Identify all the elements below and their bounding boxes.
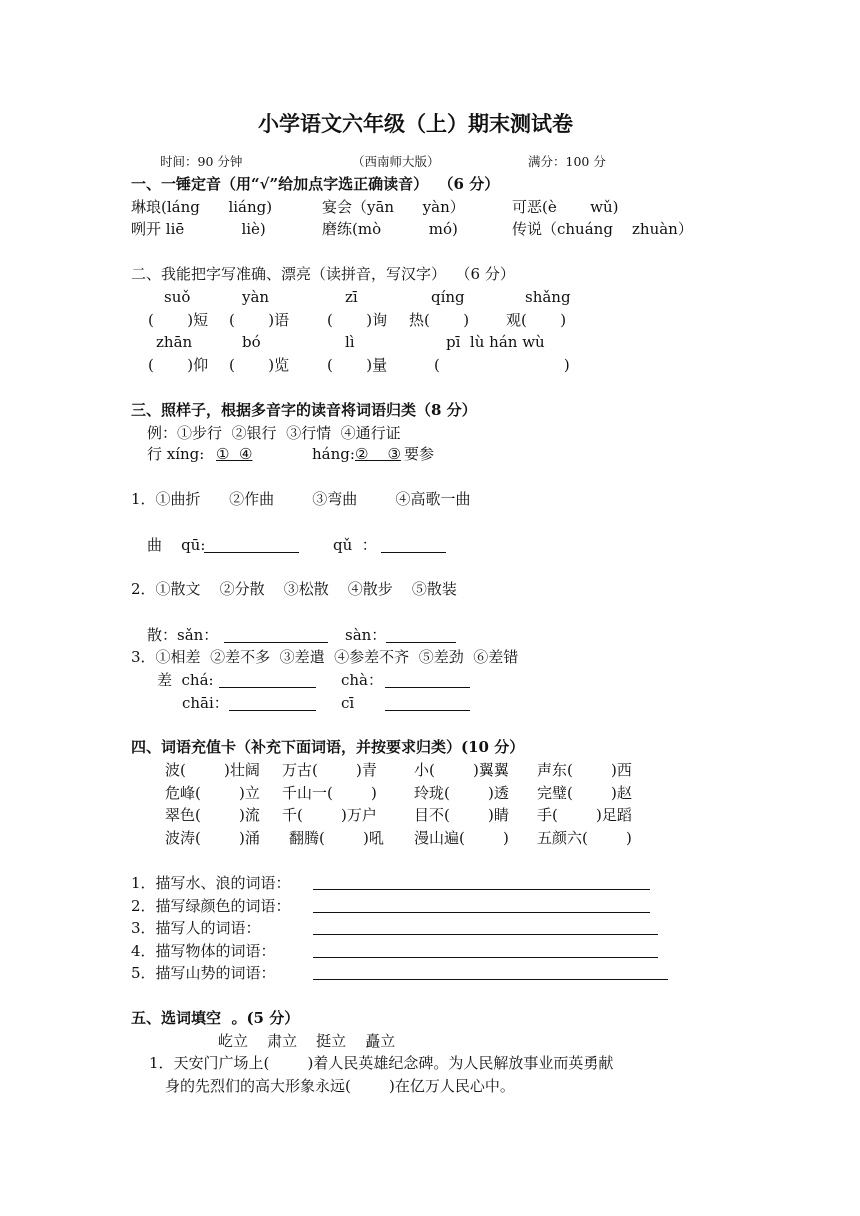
category-label: 2．描写绿颜色的词语： [131, 897, 291, 915]
category-label: 3．描写人的词语： [131, 919, 261, 937]
char-blank: ( )览 [229, 356, 290, 374]
category-label: 4．描写物体的词语： [131, 942, 276, 960]
answer-line[interactable] [313, 889, 650, 890]
q1-words: 1．①曲折 ②作曲 ③弯曲 ④高歌一曲 [131, 490, 471, 508]
answer-line[interactable] [385, 687, 470, 688]
s1-item: 宴会（yān yàn） [322, 198, 465, 216]
char-blank: ( )短 [148, 311, 209, 329]
pinyin: zī [345, 288, 358, 306]
idiom: 危峰( )立 [165, 784, 260, 802]
example-label: háng: [312, 445, 355, 463]
s5-question: 1．天安门广场上( )着人民英雄纪念碑。为人民解放事业而英勇献 [149, 1054, 614, 1072]
idiom: 手( )足蹈 [537, 806, 632, 824]
pinyin: pī lù hán wù [446, 333, 545, 351]
section-1-heading: 一、一锤定音（用“√”给加点字选正确读音） （6 分） [131, 175, 500, 193]
section-3-heading: 三、照样子，根据多音字的读音将词语归类（8 分） [131, 401, 477, 419]
idiom: 千山一( ) [282, 784, 377, 802]
pinyin: lì [345, 333, 355, 351]
exam-edition: （西南师大版） [352, 154, 440, 169]
example-answer: ① ④ [216, 445, 253, 463]
q3-label: chāi： [182, 694, 229, 712]
char-blank: ( )仰 [148, 356, 209, 374]
example-label: 行 xíng: [147, 445, 205, 463]
category-label: 1．描写水、浪的词语： [131, 874, 291, 892]
s1-item: 磨练(mò mó) [322, 220, 458, 238]
answer-line[interactable] [224, 642, 328, 643]
page-title: 小学语文六年级（上）期末测试卷 [258, 111, 573, 136]
answer-line[interactable] [204, 552, 299, 553]
idiom: 完璧( )赵 [537, 784, 632, 802]
answer-line[interactable] [219, 687, 316, 688]
pinyin: bó [242, 333, 261, 351]
char-blank: 观( ) [506, 311, 567, 329]
idiom: 目不( )睛 [414, 806, 509, 824]
s1-item: 传说（chuáng zhuàn） [512, 220, 693, 238]
q3-label: 差 chá: [157, 671, 214, 689]
idiom: 玲珑( )透 [414, 784, 509, 802]
q3-label: chà： [341, 671, 384, 689]
exam-time: 时间：90 分钟 [160, 154, 243, 169]
idiom: 翻腾( )吼 [289, 829, 384, 847]
pinyin: qíng [431, 288, 465, 306]
answer-line[interactable] [381, 552, 446, 553]
exam-score: 满分：100 分 [528, 154, 606, 169]
q2-label: sàn： [345, 626, 387, 644]
example-answer: ② ③ [355, 445, 401, 463]
char-blank: 热( ) [409, 311, 470, 329]
section-4-heading: 四、词语充值卡（补充下面词语，并按要求归类）(10 分） [131, 738, 525, 756]
s1-item: 可恶(è wǔ) [512, 198, 619, 216]
answer-line[interactable] [313, 912, 650, 913]
idiom: 波( )壮阔 [165, 761, 260, 779]
q3-words: 3．①相差 ②差不多 ③差遣 ④参差不齐 ⑤差劲 ⑥差错 [131, 648, 519, 666]
idiom: 万古( )青 [282, 761, 377, 779]
q2-label: 散：sǎn： [147, 626, 219, 644]
char-blank: ( )量 [327, 356, 388, 374]
pinyin: shǎng [525, 288, 571, 306]
idiom: 小( )翼翼 [414, 761, 509, 779]
char-blank: ( )语 [229, 311, 290, 329]
pinyin: zhān [156, 333, 193, 351]
answer-line[interactable] [229, 710, 316, 711]
s1-item: 咧开 liē liè) [131, 220, 266, 238]
idiom: 声东( )西 [537, 761, 632, 779]
answer-line[interactable] [385, 710, 470, 711]
answer-line[interactable] [313, 934, 658, 935]
idiom: 千( )万户 [282, 806, 377, 824]
idiom: 五颜六( ) [537, 829, 632, 847]
category-label: 5．描写山势的词语： [131, 964, 276, 982]
answer-line[interactable] [313, 979, 668, 980]
s5-question: 身的先烈们的高大形象永远( )在亿万人民心中。 [165, 1077, 515, 1095]
q3-label: cī [341, 694, 355, 712]
idiom: 波涛( )涌 [165, 829, 260, 847]
section-2-heading: 二、我能把字写准确、漂亮（读拼音，写汉字） （6 分） [131, 265, 515, 283]
s1-item: 琳琅(láng liáng) [131, 198, 273, 216]
word-choices: 屹立 肃立 挺立 矗立 [218, 1032, 396, 1050]
example-line: 例：①步行 ②银行 ③行情 ④通行证 [147, 424, 401, 442]
answer-line[interactable] [313, 957, 658, 958]
char-blank: ( )询 [327, 311, 388, 329]
q1-label: 曲 qū: [147, 536, 206, 554]
pinyin: suǒ [164, 288, 191, 306]
idiom: 漫山遍( ) [414, 829, 509, 847]
example-tail: 要参 [404, 445, 435, 463]
q2-words: 2．①散文 ②分散 ③松散 ④散步 ⑤散装 [131, 580, 457, 598]
idiom: 翠色( )流 [165, 806, 260, 824]
q1-label: qǔ ： [333, 536, 377, 554]
char-blank: ( ) [434, 356, 570, 374]
section-5-heading: 五、选词填空 。(5 分） [131, 1009, 300, 1027]
answer-line[interactable] [386, 642, 456, 643]
pinyin: yàn [242, 288, 270, 306]
